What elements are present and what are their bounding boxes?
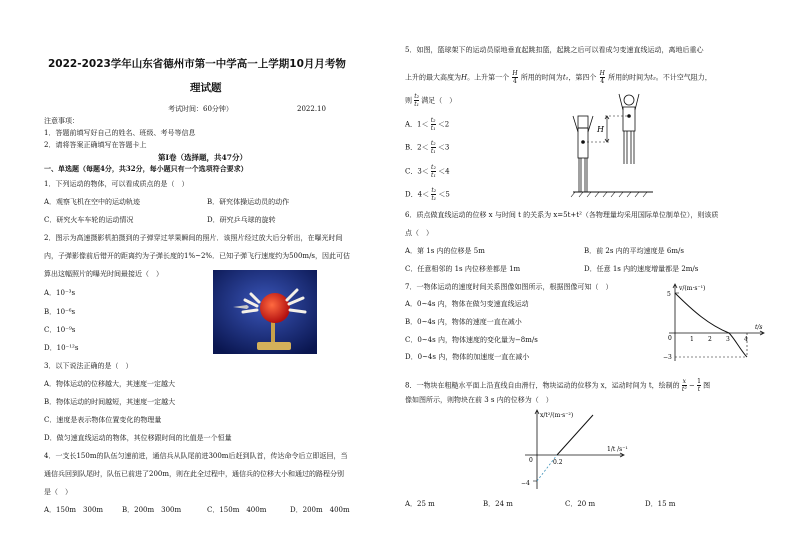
- q6-option-b: B．前 2s 内的平均速度是 6m/s: [584, 247, 684, 255]
- q8-line1: 8．一物块在粗糙水平面上沿直线自由滑行，物块运动的位移为 x，运动时间为 t，绘制的 $\frac{x}{\text{t²}}$ − $\frac{1}{t}$ 图: [405, 378, 711, 393]
- section1-title: 一、单选题（每题4分，共32分，每小题只有一个选项符合要求）: [44, 164, 248, 173]
- q5-option-d-fraction: $\frac{\text{t₂}}{\text{t₁}}$: [431, 187, 437, 202]
- bullet-apple-photo: [213, 270, 317, 354]
- fig-h-label: H: [597, 125, 604, 134]
- q4-line1: 4．一支长150m的队伍匀速前进，通信兵从队尾前进300m后赶到队首，传达命令后立即返回，当: [44, 452, 348, 460]
- right-column: [397, 0, 794, 560]
- jump-figure: [569, 92, 657, 198]
- q8-origin: 0: [529, 457, 533, 464]
- q4-option-c: C．150m 400m: [207, 506, 267, 514]
- q6-option-c: C．任意相邻的 1s 内位移差都是 1m: [405, 265, 521, 273]
- q8-xtick: 0.2: [553, 459, 563, 466]
- q5-option-a: A．1＜ $\frac{\text{t₂}}{\text{t₁}}$ ＜2: [405, 117, 450, 132]
- q8-option-a: A．25 m: [405, 500, 435, 508]
- exam-date: 2022.10: [297, 105, 326, 113]
- q7-xlabel: t/s: [755, 324, 763, 331]
- q7-origin: 0: [668, 335, 672, 342]
- q8-graph: [511, 405, 629, 491]
- q7-ylabel: v/(m·s⁻¹): [679, 285, 706, 292]
- q5-h-over-4-fraction-2: $\frac{H}{4}$: [599, 70, 605, 85]
- q1-option-c: C．研究火车车轮的运动情况: [44, 216, 134, 224]
- q8-ytick: −4: [521, 480, 530, 487]
- q3-option-a: A．物体运动的位移越大，其速度一定越大: [44, 380, 176, 388]
- q1-option-b: B．研究体操运动员的动作: [207, 198, 290, 206]
- q5-line2: 上升的最大高度为H。上升第一个 $\frac{H}{4}$ 所用的时间为t₁，第四个 $\frac{H}{4}$ 所用的时间为t₂。不计空气阻力，: [405, 70, 712, 85]
- q1-option-a: A．观察飞机在空中的运动轨迹: [44, 198, 141, 206]
- q5-line1: 5．如图，篮球架下的运动员原地垂直起跳扣篮，起跳之后可以看成匀变速直线运动，离地后重心: [405, 46, 704, 54]
- q5-option-c: C．3＜ $\frac{\text{t₂}}{\text{t₁}}$ ＜4: [405, 164, 450, 179]
- q3-stem: 3．以下说法正确的是（ ）: [44, 362, 133, 370]
- q8-option-b: B．24 m: [483, 500, 513, 508]
- q5-option-d: D．4＜ $\frac{\text{t₂}}{\text{t₁}}$ ＜5: [405, 187, 450, 202]
- part1-title: 第Ⅰ卷（选择题，共47分）: [158, 153, 247, 162]
- q2-option-b: B．10⁻⁶s: [44, 308, 76, 316]
- q4-option-d: D．200m 400m: [290, 506, 350, 514]
- notice-header: 注意事项：: [44, 117, 79, 125]
- q1-option-d: D．研究乒乓球的旋转: [207, 216, 276, 224]
- q4-option-a: A．150m 300m: [44, 506, 104, 514]
- q5-line3: 则 $\frac{\text{t₂}}{\text{t₁}}$ 满足（ ）: [405, 93, 457, 108]
- q2-line2: 内，子弹影像前后错开的距离约为子弹长度的1%~2%．已知子弹飞行速度约为500m/s，因此可估: [44, 252, 351, 260]
- q3-option-b: B．物体运动的时间越短，其速度一定越大: [44, 398, 176, 406]
- q7-ytick-top: 5: [667, 291, 671, 298]
- q5-option-c-fraction: $\frac{\text{t₂}}{\text{t₁}}$: [431, 164, 436, 179]
- q2-option-d: D．10⁻¹²s: [44, 344, 79, 352]
- q7-velocity-time-graph: [659, 281, 771, 365]
- q7-xtick-3: 3: [726, 336, 730, 343]
- q3-option-c: C．速度是表示物体位置变化的物理量: [44, 416, 162, 424]
- q8-one-over-t-fraction: $\frac{1}{t}$: [697, 378, 701, 393]
- q4-line2: 通信兵回到队尾时，队伍已前进了200m，则在此全过程中，通信兵的位移大小和通过的路程分别: [44, 470, 344, 478]
- q8-xlabel: 1/t /s⁻¹: [607, 446, 628, 453]
- q4-line3: 是（ ）: [44, 488, 72, 496]
- q2-line1: 2．图示为高速摄影机拍摄到的子弹穿过苹果瞬间的照片．该照片经过放大后分析出，在曝光时间: [44, 234, 343, 242]
- q2-line3: 算出这幅照片的曝光时间最接近（ ）: [44, 270, 163, 278]
- q8-x-over-t2-fraction: $\frac{x}{\text{t²}}$: [681, 378, 687, 393]
- q2-option-a: A．10⁻³s: [44, 289, 76, 297]
- q7-xtick-4: 4: [744, 336, 748, 343]
- q8-line2: 像如图所示，则物块在前 3 s 内的位移为（ ）: [405, 396, 553, 404]
- q8-option-d: D．15 m: [645, 500, 676, 508]
- q7-option-c: C．0~4s 内，物体速度的变化量为−8m/s: [405, 336, 538, 344]
- q8-option-c: C．20 m: [565, 500, 596, 508]
- exam-title-line2: 理试题: [190, 82, 222, 94]
- q6-line2: 点（ ）: [405, 229, 433, 237]
- q1-stem: 1．下列运动的物体，可以看成质点的是（ ）: [44, 180, 189, 188]
- q2-option-c: C．10⁻⁹s: [44, 326, 76, 334]
- q7-option-b: B．0~4s 内，物体的速度一直在减小: [405, 318, 522, 326]
- q5-ratio-fraction: $\frac{\text{t₂}}{\text{t₁}}$: [414, 93, 420, 108]
- q7-stem: 7．一物体运动的速度时间关系图像如图所示，根据图像可知（ ）: [405, 283, 613, 291]
- q8-ylabel: x/t²/(m·s⁻²): [540, 412, 574, 419]
- q5-option-a-fraction: $\frac{\text{t₂}}{\text{t₁}}$: [430, 117, 436, 132]
- q6-line1: 6．质点做直线运动的位移 x 与时间 t 的关系为 x=5t+t²（各物理量均采用国际单位制单位），则该质: [405, 211, 719, 219]
- q5-option-b-fraction: $\frac{\text{t₂}}{\text{t₁}}$: [430, 140, 436, 155]
- q4-option-b: B．200m 300m: [122, 506, 182, 514]
- q3-option-d: D．做匀速直线运动的物体，其位移跟时间的比值是一个恒量: [44, 434, 232, 442]
- q5-option-b: B．2＜ $\frac{\text{t₂}}{\text{t₁}}$ ＜3: [405, 140, 450, 155]
- notice-1: 1．答题前填写好自己的姓名、班级、考号等信息: [44, 129, 196, 137]
- exam-time: 考试时间：60分钟）: [168, 105, 233, 113]
- q7-option-a: A．0~4s 内，物体在做匀变速直线运动: [405, 300, 529, 308]
- q6-option-d: D．任意 1s 内的速度增量都是 2m/s: [584, 265, 699, 273]
- q7-xtick-1: 1: [690, 336, 694, 343]
- notice-2: 2．请将答案正确填写在答题卡上: [44, 141, 147, 149]
- q7-option-d: D．0~4s 内，物体的加速度一直在减小: [405, 353, 530, 361]
- q7-xtick-2: 2: [708, 336, 712, 343]
- q5-h-over-4-fraction: $\frac{H}{4}$: [512, 70, 518, 85]
- exam-title-line1: 2022-2023学年山东省德州市第一中学高一上学期10月月考物: [48, 58, 346, 70]
- q7-ytick-bottom: −3: [663, 354, 672, 361]
- q6-option-a: A．第 1s 内的位移是 5m: [405, 247, 485, 255]
